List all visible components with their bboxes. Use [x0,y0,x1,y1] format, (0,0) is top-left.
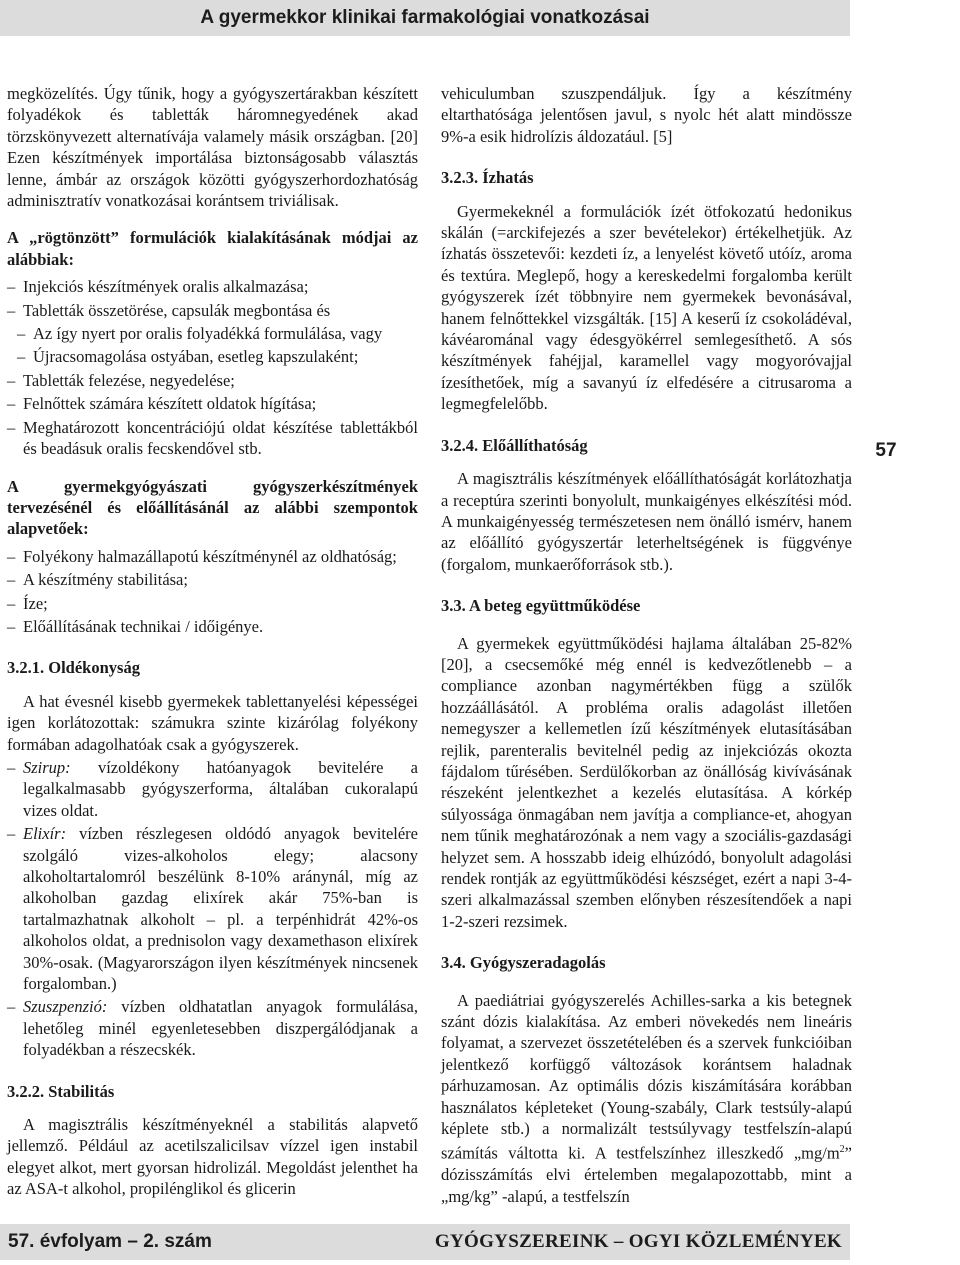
section-heading-methods: A „rögtönzött” formulációk kialakításának módjai az alábbiak: [7,228,418,269]
running-header [0,0,850,36]
list-item: – Szuszpenzió: vízben oldhatatlan anyagok formulálása, lehetőleg minél egyenletesebben diszpergálódjanak a folyadékban a részecskék. [7,997,418,1060]
paragraph: A hat évesnél kisebb gyermekek tablettanyelési képességei igen korlátozottak: számukra szinte kizárólag folyékony formában adagolhatóak csak a gyógyszerek. [7,691,418,754]
list-item: – Elixír: vízben részlegesen oldódó anyagok bevitelére szolgáló vizes-alkoholos elegy; alacsony alkoholtartalomról beszélünk 8-10% aránynál, míg az alkoholban gazdag elixírek akár 75%-ban is tartalmazhatnak alkoholt – pl. a terpénhidrát 42%-os alkoholos oldat, a prednisolon vagy dexamethason elixírek 30%-osak. (Magyarországon ilyen készítmények nincsenek forgalomban.) [7,824,418,994]
footer-volume: 57. évfolyam – 2. szám [8,1231,212,1252]
list-item: – Íze; [7,593,48,613]
list-item: – A készítmény stabilitása; [7,570,188,590]
footer-journal: GYÓGYSZEREINK – OGYI KÖZLEMÉNYEK [434,1231,842,1252]
list-item: – Szirup: vízoldékony hatóanyagok bevitelére a legalkalmasabb gyógyszerforma, általában cukoralapú vizes oldat. [7,757,418,820]
running-footer [0,1224,850,1260]
section-heading-criteria: A gyermekgyógyászati gyógyszerkészítmények tervezésénél és előállításánál az alábbi szempontok alapvetőek: [7,476,418,539]
list-item: – Folyékony halmazállapotú készítménynél az oldhatóság; [7,546,397,566]
section-heading-3-2-4: 3.2.4. Előállíthatóság [441,435,588,455]
section-heading-3-2-2: 3.2.2. Stabilitás [7,1081,115,1101]
paragraph: A paediátriai gyógyszerelés Achilles-sarka a kis betegnek szánt dózis kialakítása. Az emberi növekedés nem lineáris folyamat, a szervezet összetételében és a szervek funkcióiban jelentkező korfüggő változások korántsem haladnak párhuzamosan. Az optimális dózis kiszámítására korábban használatos képleteket (Young-szabály, Clark testsúly-alapú képlete stb.) a normalizált testsúlyvagy testfelszín-alapú számítás váltotta ki. A testfelszínhez illeszkedő $„mg/m^2$” dózisszámítás elvi értelemben megalapozottabb, mint a „mg/kg” -alapú, a testfelszín [441,990,852,1206]
list-item: – Tabletták összetörése, capsulák megbontása és [7,300,331,320]
list-item: – Meghatározott koncentrációjú oldat készítése tablettákból és beadásuk oralis fecskendővel stb. [7,417,418,459]
paragraph: Gyermekeknél a formulációk ízét ötfokozatú hedonikus skálán (=arckifejezés a szer bevételekor) értékelhetjük. Az ízhatás összetevői: kezdeti íz, a lenyelést követő utóíz, aroma és textúra. Meglepő, hogy a kereskedelmi forgalomba került gyógyszerek ízét többnyire nem gyermekek bevonásával, hanem felnőttekkel vizsgálták. [15] A keserű íz csokoládéval, kávéarománal vagy édesgyökérrel semlegesíthető. A sós készítmények fahéjjal, karamellel vagy mogyoróvajjal ízesíthetőek, míg a savanyú íz elfedésére a citrusaroma a legmegfelelőbb. [441,201,852,414]
paragraph: megközelítés. Úgy tűnik, hogy a gyógyszertárakban készített folyadékok és tabletták háromnegyedének akad törzskönyvezett alternatívája valamely másik országban. [20] Ezen készítmények importálása biztonságosabb választás lenne, ámbár az országok közötti gyógyszerhordozhatóság adminisztratív vonatkozásai korántsem triviálisak. [7,84,418,211]
criteria-list [7,546,418,638]
list-item: – Injekciós készítmények oralis alkalmazása; [7,277,309,297]
dosage-forms-list [7,757,418,1061]
header-title: A gyermekkor klinikai farmakológiai vonatkozásai [200,7,650,28]
paragraph: A magisztrális készítményeknél a stabilitás alapvető jellemző. Például az acetilszalicilsav vízzel igen instabil elegyet alkot, mert gyorsan hidrolizál. Megoldást jelenthet ha az ASA-t alkohol, propilénglikol és glicerin [7,1115,418,1199]
paragraph: A gyermekek együttműködési hajlama általában 25-82% [20], a csecsemőké még ennél is kedvezőtlenebb – a compliance azonban nagymértékben függ a szülők hozzáállásától. A probléma oralis adagolást illetően nemegyszer a kellemetlen ízű készítmények elutasításában rejlik, parenteralis bevitelnél pedig az injekciózás okozta fájdalom tűrésében. Serdülőkorban az önállóság kivívásának részeként jelentkezhet a kezelés elutasítása. A kórkép súlyossága önmagában nem javítja a compliance-et, ahogyan nem tűnik meghatározónak a nem vagy a szociális-gazdasági helyzet sem. A hosszabb ideig elhúzódó, bonyolult adagolási rendek rontják az együttműködési készséget, ezért a napi 3-4-szeri alkalmazással szemben előnyben részesítendőek a napi 1-2-szeri rezsimek. [441,633,852,931]
list-item: – Tabletták felezése, negyedelése; [7,370,235,390]
list-item: – Felnőttek számára készített oldatok hígítása; [7,394,317,414]
section-heading-3-3: 3.3. A beteg együttműködése [441,596,641,616]
section-heading-3-2-3: 3.2.3. Ízhatás [441,168,534,188]
section-heading-3-4: 3.4. Gyógyszeradagolás [441,953,606,973]
methods-list [7,276,418,459]
list-item: – Az így nyert por oralis folyadékká formulálása, vagy [17,324,383,344]
section-heading-3-2-1: 3.2.1. Oldékonyság [7,658,140,678]
list-item: – Előállításának technikai / időigénye. [7,616,264,636]
left-column [7,83,418,1200]
list-item: – Újracsomagolása ostyában, esetleg kapszulaként; [17,347,359,367]
right-column [441,83,852,1207]
paragraph: vehiculumban szuszpendáljuk. Így a készítmény eltarthatósága jelentősen javul, s nyolc hét alatt mindössze 9%-a esik hidrolízis áldozatául. [5] [441,84,852,146]
paragraph: A magisztrális készítmények előállíthatóságát korlátozhatja a receptúra szerinti bonyolult, munkaigényes elkészítési mód. A munkaigényesség természetesen nem önálló ismérv, hanem az előállító gyógyszertár leterheltségének is függvénye (forgalom, munkaerőforrások stb.). [441,469,852,574]
page-number: 57 [875,440,897,461]
